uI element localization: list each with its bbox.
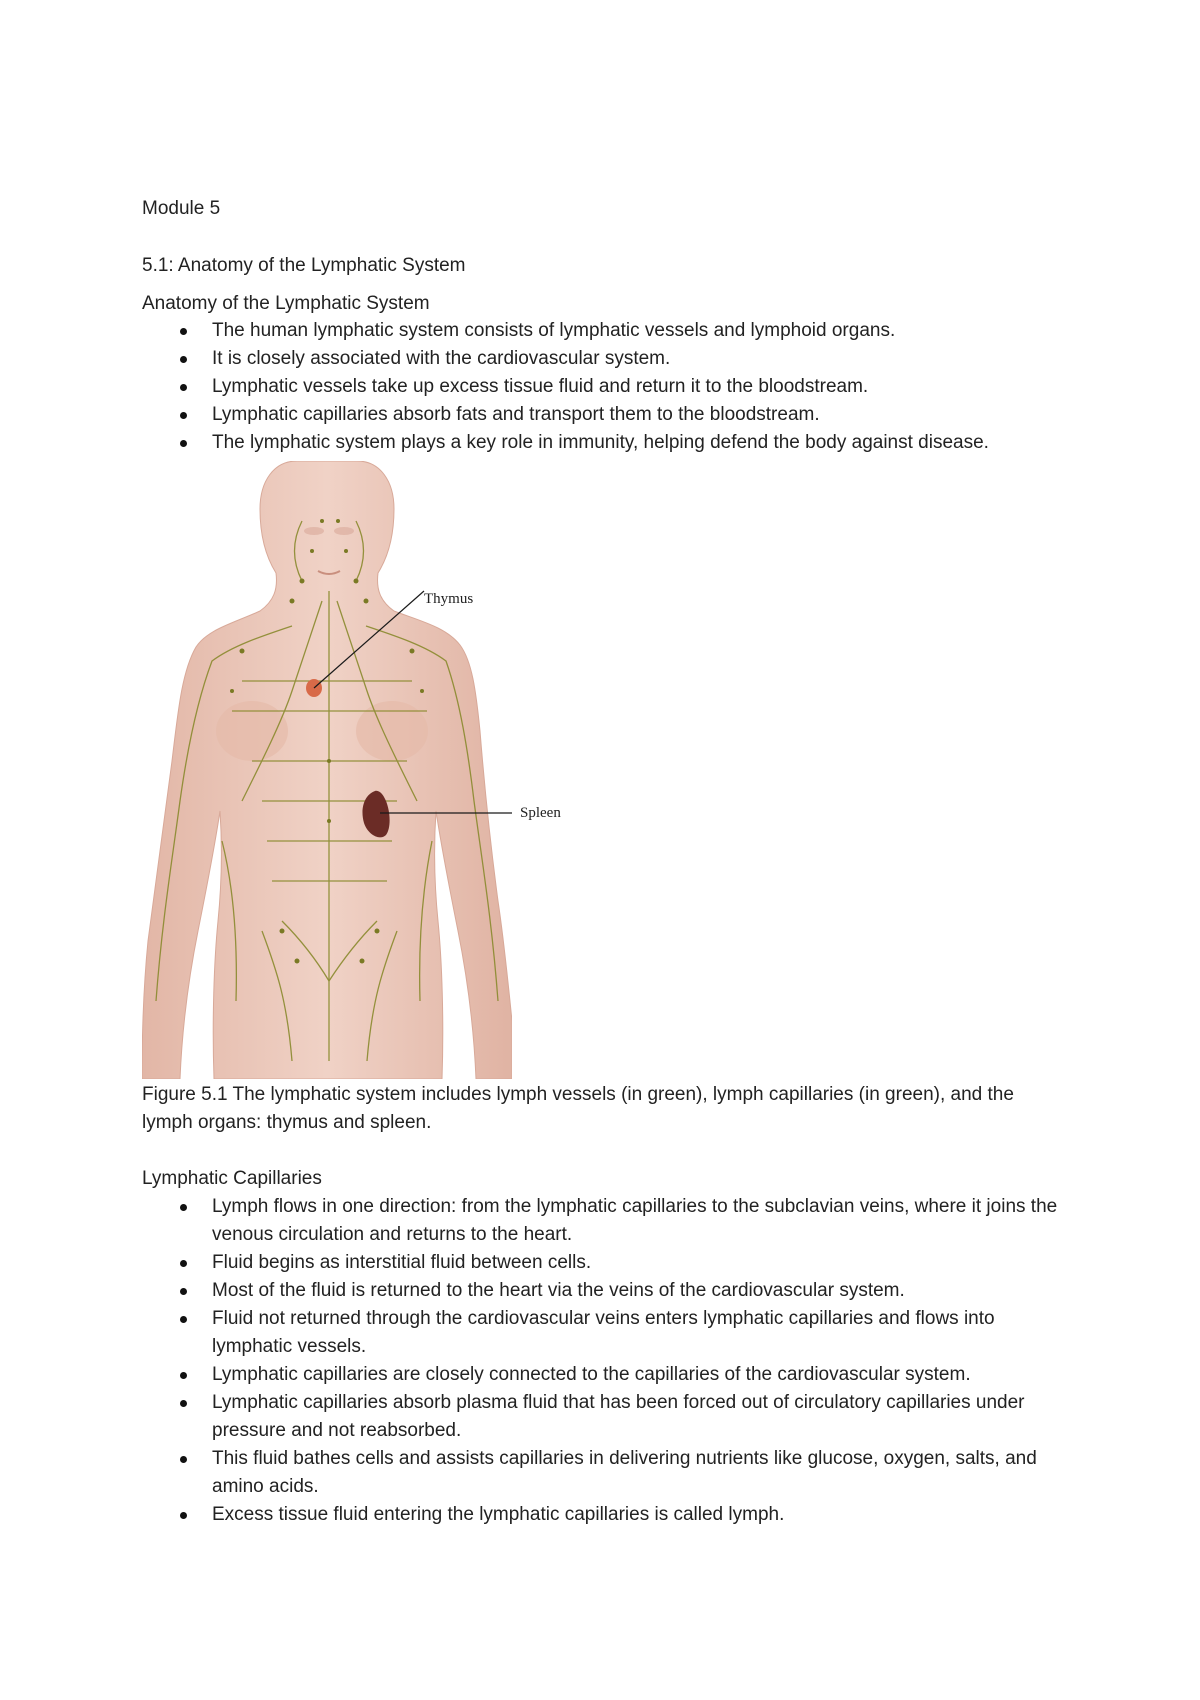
list-item: This fluid bathes cells and assists capillaries in delivering nutrients like glucose, oxygen, salts, and amino acids. bbox=[212, 1445, 1072, 1501]
module-title: Module 5 bbox=[142, 198, 221, 219]
list-item: Lymphatic capillaries absorb fats and transport them to the bloodstream. bbox=[212, 401, 1072, 429]
list-item: Fluid not returned through the cardiovascular veins enters lymphatic capillaries and flows into lymphatic vessels. bbox=[212, 1305, 1072, 1361]
list-item: Fluid begins as interstitial fluid between cells. bbox=[212, 1249, 1072, 1277]
anatomy-heading: Anatomy of the Lymphatic System bbox=[142, 293, 430, 314]
figure-caption: Figure 5.1 The lymphatic system includes lymph vessels (in green), lymph capillaries (in green), and the lymph organs: thymus and spleen. bbox=[142, 1084, 1014, 1133]
document-page bbox=[142, 196, 1072, 1529]
lymphatic-system-figure bbox=[142, 461, 561, 1079]
list-item: Lymphatic vessels take up excess tissue fluid and return it to the bloodstream. bbox=[212, 373, 1072, 401]
list-item: Most of the fluid is returned to the heart via the veins of the cardiovascular system. bbox=[212, 1277, 1072, 1305]
thymus-label: Thymus bbox=[424, 591, 474, 607]
capillaries-heading: Lymphatic Capillaries bbox=[142, 1168, 322, 1189]
spleen-label: Spleen bbox=[520, 805, 561, 821]
list-item: It is closely associated with the cardiovascular system. bbox=[212, 345, 1072, 373]
lymphatic-body-illustration bbox=[142, 461, 512, 1079]
capillaries-bullet-list bbox=[142, 1193, 1072, 1529]
anatomy-bullet-list bbox=[142, 317, 1072, 457]
list-item: Lymphatic capillaries absorb plasma fluid that has been forced out of circulatory capillaries under pressure and not reabsorbed. bbox=[212, 1389, 1072, 1445]
section-heading: 5.1: Anatomy of the Lymphatic System bbox=[142, 255, 466, 276]
list-item: The human lymphatic system consists of lymphatic vessels and lymphoid organs. bbox=[212, 317, 1072, 345]
list-item: Lymphatic capillaries are closely connected to the capillaries of the cardiovascular system. bbox=[212, 1361, 1072, 1389]
list-item: The lymphatic system plays a key role in immunity, helping defend the body against disease. bbox=[212, 429, 1072, 457]
list-item: Excess tissue fluid entering the lymphatic capillaries is called lymph. bbox=[212, 1501, 1072, 1529]
list-item: Lymph flows in one direction: from the lymphatic capillaries to the subclavian veins, where it joins the venous circulation and returns to the heart. bbox=[212, 1193, 1072, 1249]
